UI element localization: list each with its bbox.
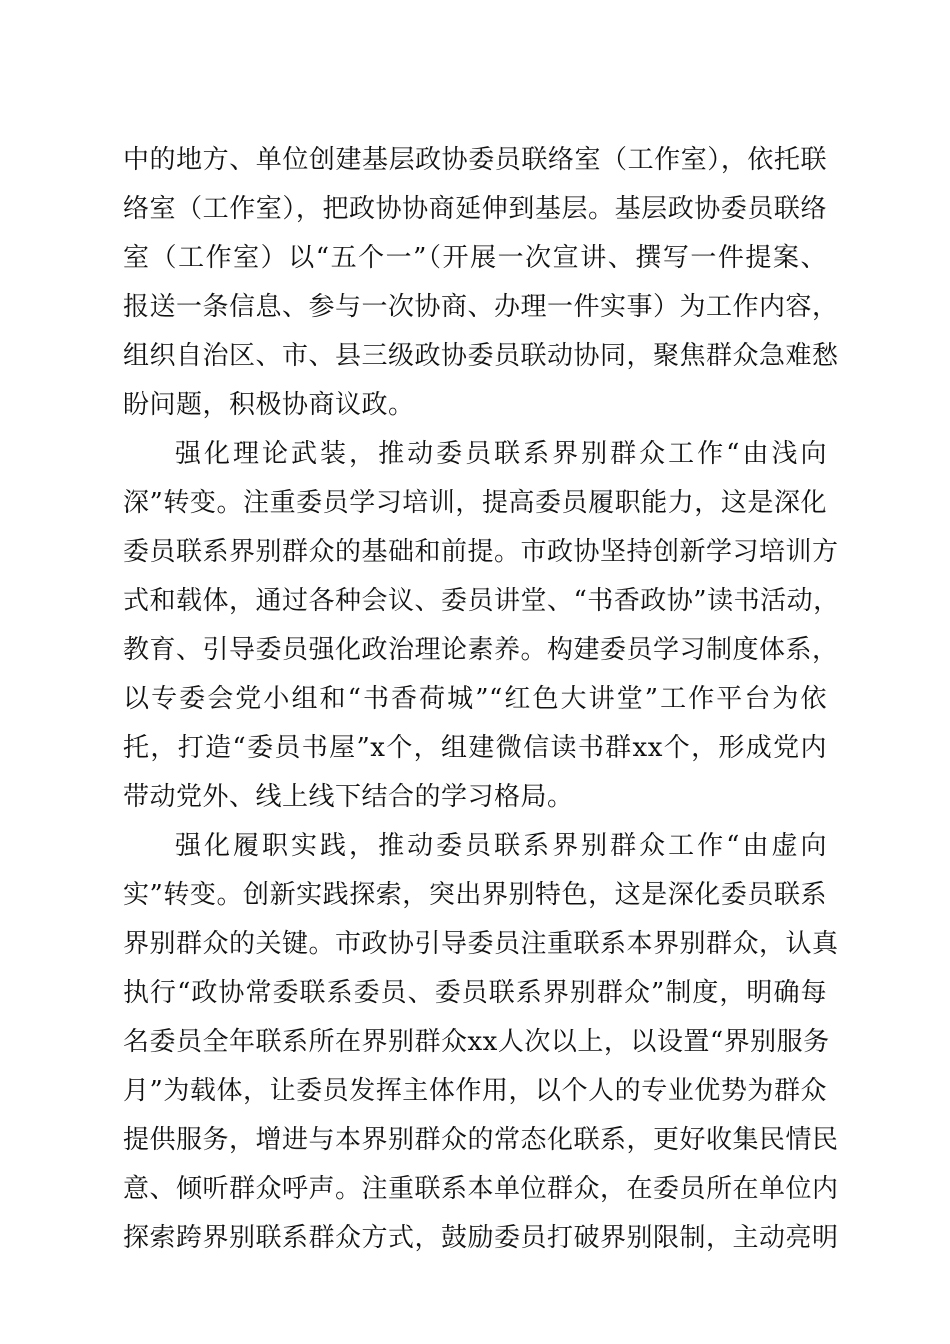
p3-line-8: 意、倾听群众呼声。注重联系本单位群众，在委员所在单位内 (123, 1174, 839, 1204)
p2-line-6: 以专委会党小组和“书香荷城”“红色大讲堂”工作平台为依 (123, 684, 827, 714)
p3-line-6: 月”为载体，让委员发挥主体作用，以个人的专业优势为群众 (123, 1076, 827, 1106)
p3-line-5: 名委员全年联系所在界别群众xx人次以上，以设置“界别服务 (123, 1027, 830, 1057)
p1-line-4: 报送一条信息、参与一次协商、办理一件实事）为工作内容， (123, 292, 839, 322)
p3-line-9: 探索跨界别联系群众方式，鼓励委员打破界别限制，主动亮明 (123, 1223, 839, 1253)
p3-line-1: 强化履职实践，推动委员联系界别群众工作“由虚向 (175, 831, 827, 861)
p2-line-5: 教育、引导委员强化政治理论素养。构建委员学习制度体系， (123, 635, 839, 665)
p3-line-3: 界别群众的关键。市政协引导委员注重联系本界别群众，认真 (123, 929, 839, 959)
p1-line-2: 络室（工作室），把政协协商延伸到基层。基层政协委员联络 (123, 194, 827, 224)
p1-line-1: 中的地方、单位创建基层政协委员联络室（工作室），依托联 (123, 145, 827, 175)
p1-line-3: 室（工作室）以“五个一”（开展一次宣讲、撰写一件提案、 (123, 243, 827, 273)
p2-line-4: 式和载体，通过各种会议、委员讲堂、“书香政协”读书活动， (123, 586, 840, 616)
p1-line-5: 组织自治区、市、县三级政协委员联动协同，聚焦群众急难愁 (123, 341, 839, 371)
p3-line-4: 执行“政协常委联系委员、委员联系界别群众”制度，明确每 (123, 978, 827, 1008)
p2-line-3: 委员联系界别群众的基础和前提。市政协坚持创新学习培训方 (123, 537, 839, 567)
p2-line-2: 深”转变。注重委员学习培训，提高委员履职能力，这是深化 (123, 488, 827, 518)
p1-line-6: 盼问题，积极协商议政。 (123, 390, 415, 420)
p3-line-7: 提供服务，增进与本界别群众的常态化联系，更好收集民情民 (123, 1125, 839, 1155)
p2-line-1: 强化理论武装，推动委员联系界别群众工作“由浅向 (175, 439, 827, 469)
p2-line-7: 托，打造“委员书屋”x个，组建微信读书群xx个，形成党内 (123, 733, 827, 763)
p2-line-8: 带动党外、线上线下结合的学习格局。 (123, 782, 574, 812)
p3-line-2: 实”转变。创新实践探索，突出界别特色，这是深化委员联系 (123, 880, 827, 910)
